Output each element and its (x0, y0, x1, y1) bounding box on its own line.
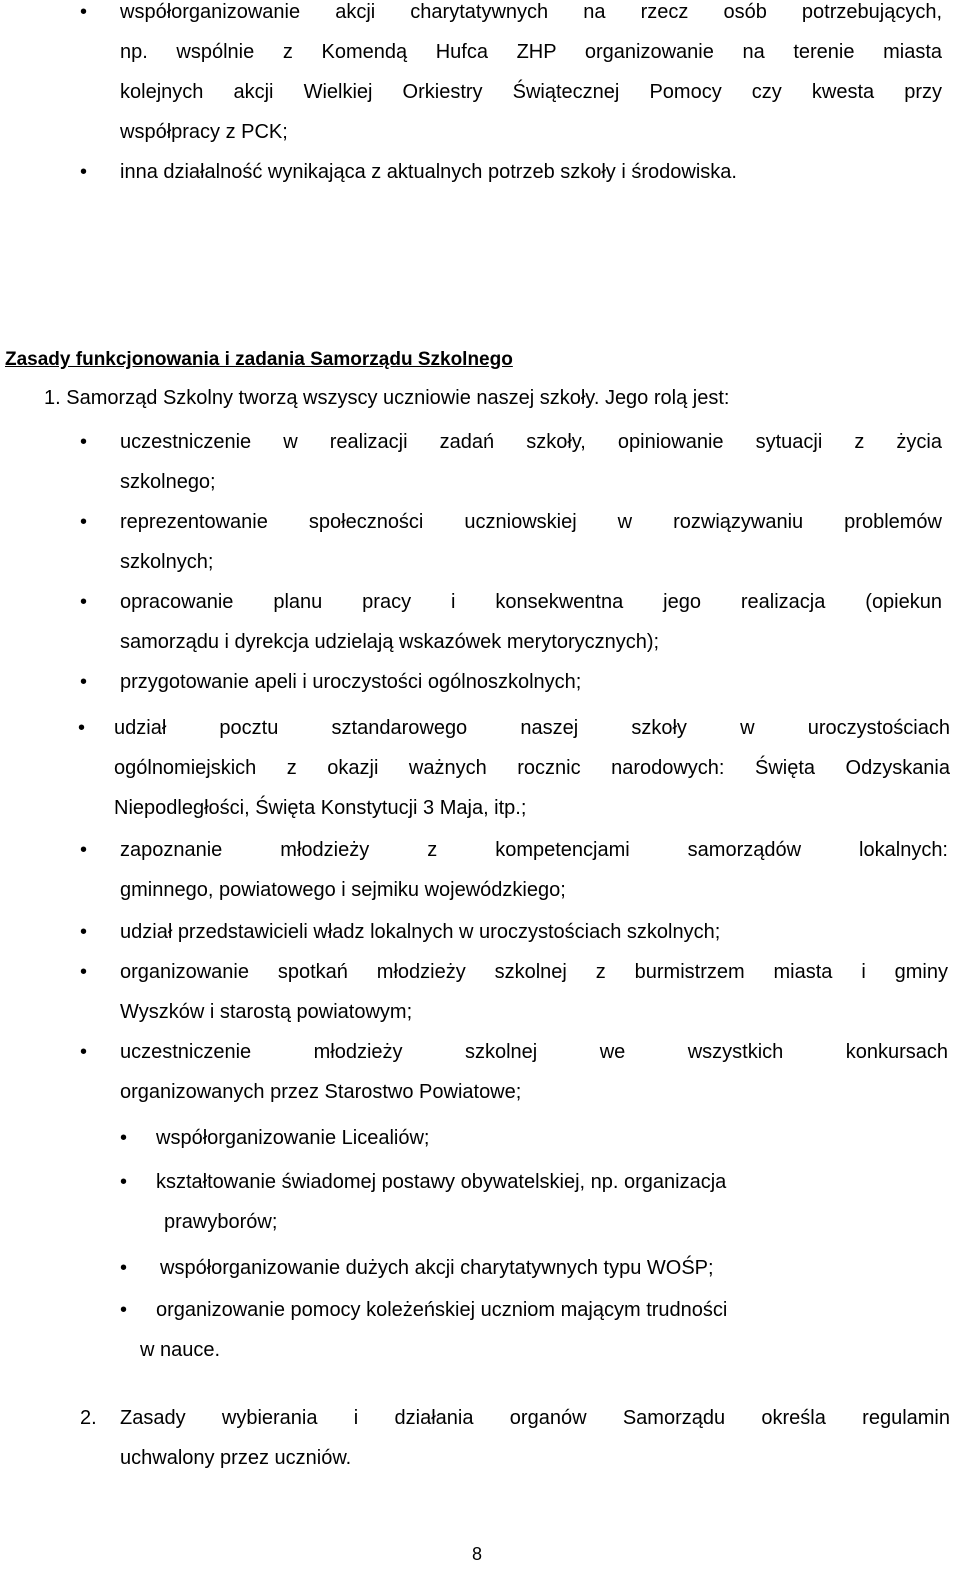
list-item (80, 1032, 948, 1112)
bullet-icon: • (80, 591, 88, 613)
list-item-text: opracowanie planu pracy i konsekwentna jego realizacja (opiekun samorządu i dyrekcja udzielają wskazówek merytorycznych); (120, 591, 942, 653)
list-item-text: inna działalność wynikająca z aktualnych potrzeb szkoły i środowiska. (120, 161, 737, 183)
list-item-text: organizowanie spotkań młodzieży szkolnej z burmistrzem miasta i gminy Wyszków i starostą powiatowym; (120, 961, 948, 1023)
bullet-icon: • (80, 161, 88, 183)
bullet-icon: • (120, 1127, 128, 1149)
bullet-icon: • (80, 961, 88, 983)
list-item-text: kształtowanie świadomej postawy obywatelskiej, np. organizacja prawyborów; (156, 1171, 727, 1233)
bullet-icon: • (80, 671, 88, 693)
numbered-item-number: 2. (80, 1407, 97, 1429)
list-item-text: udział przedstawicieli władz lokalnych w uroczystościach szkolnych; (120, 921, 721, 943)
list-item (80, 152, 942, 192)
list-item (80, 662, 942, 702)
bullet-icon: • (80, 1, 88, 23)
list-item-text: zapoznanie młodzieży z kompetencjami samorządów lokalnych: gminnego, powiatowego i sejmiku wojewódzkiego; (120, 839, 948, 901)
sub-list-item (120, 1248, 880, 1288)
numbered-item: 1. Samorząd Szkolny tworzą wszyscy uczniowie naszej szkoły. Jego rolą jest: (44, 387, 730, 409)
list-item-text: współorganizowanie dużych akcji charytatywnych typu WOŚP; (160, 1257, 714, 1279)
bullet-icon: • (120, 1299, 128, 1321)
sub-list-item (120, 1162, 880, 1242)
bullet-icon: • (80, 839, 88, 861)
list-item (80, 952, 948, 1032)
bullet-icon: • (120, 1257, 128, 1279)
bullet-icon: • (80, 511, 88, 533)
list-item-text: współorganizowanie akcji charytatywnych na rzecz osób potrzebujących, np. wspólnie z Komendą Hufca ZHP organizowanie na terenie miasta kolejnych akcji Wielkiej Orkiestry Świątecznej Pomocy czy kwesta przy współpracy z PCK; (120, 1, 942, 143)
numbered-item (120, 1398, 950, 1478)
section-title: Zasady funkcjonowania i zadania Samorządu Szkolnego (5, 349, 513, 370)
list-item (80, 422, 942, 502)
list-item-text: współorganizowanie Licealiów; (156, 1127, 430, 1149)
bullet-icon: • (80, 1041, 88, 1063)
list-item (80, 582, 942, 662)
list-item-text: uczestniczenie w realizacji zadań szkoły, opiniowanie sytuacji z życia szkolnego; (120, 431, 942, 493)
sub-list-item (120, 1290, 880, 1370)
list-item-text: uczestniczenie młodzieży szkolnej we wszystkich konkursach organizowanych przez Starostwo Powiatowe; (120, 1041, 948, 1103)
bullet-icon: • (80, 431, 88, 453)
numbered-item-text: Zasady wybierania i działania organów Samorządu określa regulamin uchwalony przez uczniów. (120, 1407, 950, 1469)
page-number: 8 (472, 1544, 483, 1564)
list-item (80, 830, 948, 910)
list-item-text: przygotowanie apeli i uroczystości ogólnoszkolnych; (120, 671, 582, 693)
list-item-text: udział pocztu sztandarowego naszej szkoły w uroczystościach ogólnomiejskich z okazji ważnych rocznic narodowych: Święta Odzyskania Niepodległości, Święta Konstytucji 3 Maja, itp.; (114, 717, 950, 819)
bullet-icon: • (120, 1171, 128, 1193)
bullet-icon: • (80, 921, 88, 943)
list-item (78, 708, 950, 828)
bullet-icon: • (78, 717, 86, 739)
sub-list-item (120, 1118, 880, 1158)
list-item (80, 502, 942, 582)
list-item (80, 912, 948, 952)
list-item (80, 0, 942, 152)
list-item-text: organizowanie pomocy koleżeńskiej uczniom mającym trudności w nauce. (140, 1299, 728, 1361)
list-item-text: reprezentowanie społeczności uczniowskiej w rozwiązywaniu problemów szkolnych; (120, 511, 942, 573)
